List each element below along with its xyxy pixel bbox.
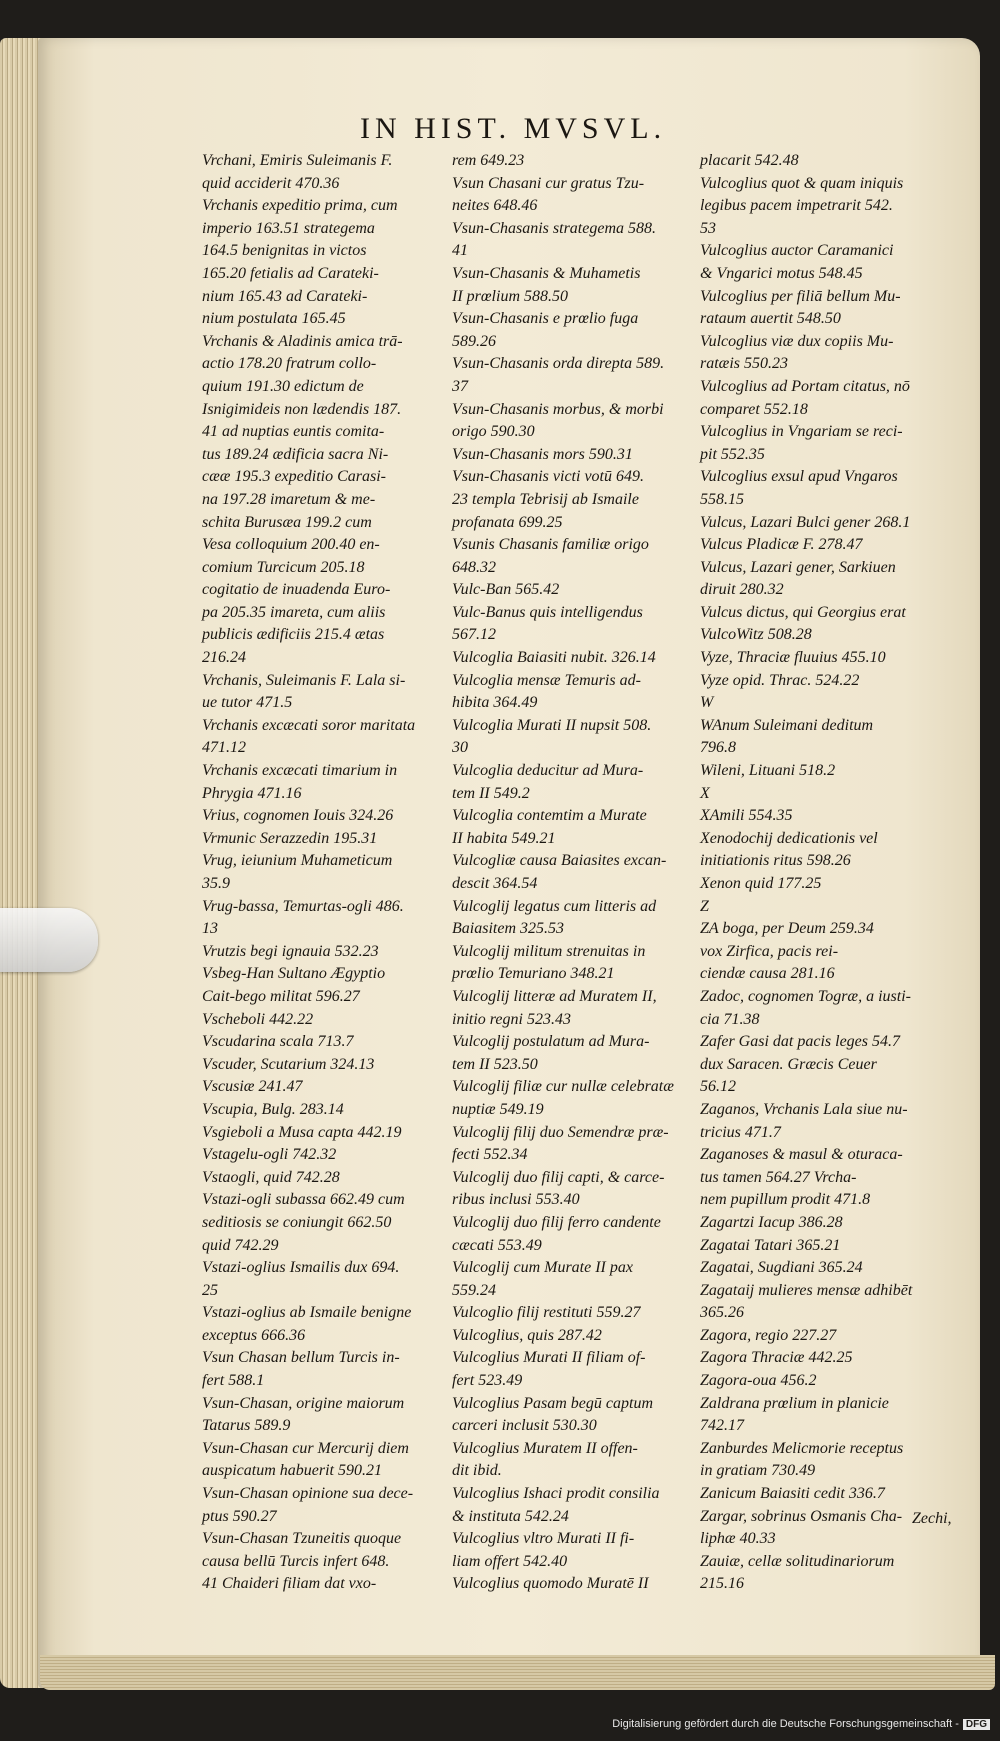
book-page-edge-bottom (40, 1655, 995, 1690)
index-entry-line: descit 364.54 (452, 875, 538, 892)
index-entry-line: Vulcoglius, quis 287.42 (452, 1326, 602, 1344)
index-entry-line: legibus pacem impetrarit 542. (700, 197, 893, 215)
index-entry-line: tus 189.24 ædificia sacra Ni- (202, 445, 389, 463)
index-entry-line: ratæis 550.23 (700, 355, 789, 373)
index-entry-line: Vrchanis expeditio prima, cum (202, 197, 398, 215)
index-entry-line: auspicatum habuerit 590.21 (202, 1462, 382, 1480)
index-entry-line: Baiasitem 325.53 (452, 920, 564, 938)
index-entry-line: Vulcoglia mensæ Temuris ad- (452, 671, 641, 689)
index-entry-line: 13 (202, 920, 218, 938)
index-entry-line: pa 205.35 imareta, cum aliis (202, 603, 386, 621)
index-entry-line: liam offert 542.40 (452, 1552, 568, 1570)
index-entry-line: 53 (700, 219, 716, 237)
index-entry-line: Vsun Chasani cur gratus Tzu- (452, 174, 645, 192)
index-entry-line: Vstagelu-ogli 742.32 (202, 1146, 337, 1164)
index-entry-line: Zaldrana prœlium in planicie (700, 1394, 889, 1412)
index-entry-line: Zagataij mulieres mensæ adhibēt (700, 1281, 913, 1299)
index-entry-line: Vrug-bassa, Temurtas-ogli 486. (202, 897, 404, 915)
index-entry-line: 215.16 (700, 1575, 744, 1593)
index-entry-line: Vrchani, Emiris Suleimanis F. (202, 152, 393, 169)
index-entry-line: Zaganoses & masul & oturaca- (700, 1146, 903, 1164)
index-entry-line: fert 523.49 (452, 1372, 523, 1390)
index-entry-line: Zaganos, Vrchanis Lala siue nu- (700, 1100, 908, 1118)
index-entry-line: carceri inclusit 530.30 (452, 1417, 597, 1435)
index-entry-line: Vrchanis excæcati soror maritata (202, 716, 416, 734)
index-entry-line: Vscuder, Scutarium 324.13 (202, 1055, 375, 1073)
index-entry-line: Vyze, Thraciæ fluuius 455.10 (700, 649, 886, 667)
index-entry-line: Zagatai, Sugdiani 365.24 (700, 1259, 863, 1277)
index-entry-line: Vrmunic Serazzedin 195.31 (202, 829, 378, 847)
index-entry-line: comparet 552.18 (700, 400, 808, 418)
index-entry-line: tem II 523.50 (452, 1055, 538, 1073)
index-entry-line: Vsun-Chasanis orda direpta 589. (452, 355, 665, 373)
index-entry-line: Vsun-Chasanis morbus, & morbi (452, 400, 664, 418)
index-entry-line: Vulcoglius exsul apud Vngaros (700, 468, 898, 486)
index-entry-line: prœlio Temuriano 348.21 (452, 965, 615, 983)
index-entry-line: Vstazi-oglius ab Ismaile benigne (202, 1304, 412, 1322)
index-entry-line: nium 165.43 ad Carateki- (202, 287, 368, 305)
index-entry-line: 796.8 (700, 739, 736, 757)
index-entry-line: Vrius, cognomen Iouis 324.26 (202, 807, 394, 825)
index-entry-line: Zanicum Baiasiti cedit 336.7 (700, 1485, 885, 1503)
index-entry-line: tricius 471.7 (700, 1123, 781, 1141)
index-entry-line: 41 (452, 242, 468, 260)
index-entry-line: Tatarus 589.9 (202, 1417, 291, 1435)
index-entry-line: Vulcoglij postulatum ad Mura- (452, 1033, 650, 1051)
index-entry-line: 35.9 (202, 875, 230, 892)
index-entry-line: neites 648.46 (452, 197, 538, 215)
index-entry-line: VulcoWitz 508.28 (700, 626, 812, 644)
index-entry-line: Zafer Gasi dat pacis leges 54.7 (700, 1033, 900, 1051)
index-entry-line: cæcati 553.49 (452, 1236, 542, 1254)
index-entry-line: 742.17 (700, 1417, 744, 1435)
index-entry-line: fert 588.1 (202, 1372, 265, 1390)
index-entry-line: 164.5 benignitas in victos (202, 242, 367, 260)
index-entry-line: 471.12 (202, 739, 246, 757)
index-entry-line: Vsun-Chasanis & Muhametis (452, 264, 641, 282)
index-entry-line: Vulcoglius ad Portam citatus, nō (700, 377, 910, 395)
credit-text: Digitalisierung gefördert durch die Deutsche Forschungsgemeinschaft - (612, 1718, 959, 1730)
index-entry-line: Vrchanis excæcati timarium in (202, 762, 398, 780)
page-marker-strip (0, 908, 98, 972)
index-entry-line: exceptus 666.36 (202, 1326, 306, 1344)
index-entry-line: initiationis ritus 598.26 (700, 852, 851, 870)
index-entry-line: 216.24 (202, 649, 246, 667)
index-entry-line: Vrchanis & Aladinis amica trā- (202, 332, 403, 350)
index-entry-line: schita Burusæa 199.2 cum (202, 513, 372, 531)
index-entry-line: Vstazi-ogli subassa 662.49 cum (202, 1191, 405, 1209)
index-entry-line: Vulcus, Lazari Bulci gener 268.1 (700, 513, 911, 531)
index-column-3 (700, 150, 942, 1596)
index-entry-line: Isnigimideis non lædendis 187. (202, 400, 402, 418)
index-entry-line: Vulcoglio filij restituti 559.27 (452, 1304, 641, 1322)
index-entry-line: Vulcus Pladicæ F. 278.47 (700, 536, 863, 554)
index-entry-line: liphæ 40.33 (700, 1530, 776, 1548)
index-entry-line: Z (700, 897, 709, 915)
index-entry-line: Vulcoglia Murati II nupsit 508. (452, 716, 652, 734)
index-entry-line: Vulcoglius auctor Caramanici (700, 242, 894, 260)
index-entry-line: pit 552.35 (700, 445, 765, 463)
index-entry-line: publicis ædificiis 215.4 ætas (202, 626, 385, 644)
index-entry-line: Vulcoglij filij duo Semendræ præ- (452, 1123, 669, 1141)
index-entry-line: Xenon quid 177.25 (700, 875, 822, 892)
index-entry-line: Vulcoglius Muratem II offen- (452, 1439, 638, 1457)
index-entry-line: II habita 549.21 (452, 829, 556, 847)
index-entry-line: Vulcoglij litteræ ad Muratem II, (452, 987, 657, 1005)
index-entry-line: Vstaogli, quid 742.28 (202, 1168, 340, 1186)
index-entry-line: Vulcoglij duo filij ferro candente (452, 1213, 661, 1231)
index-entry-line: origo 590.30 (452, 423, 535, 441)
index-entry-line: hibita 364.49 (452, 694, 538, 712)
index-entry-line: Zagora, regio 227.27 (700, 1326, 837, 1344)
index-entry-line: II prœlium 588.50 (452, 287, 568, 305)
index-entry-line: & Vngarici motus 548.45 (700, 264, 863, 282)
index-entry-line: Vscupia, Bulg. 283.14 (202, 1100, 344, 1118)
index-entry-line: Vulcoglij legatus cum litteris ad (452, 897, 657, 915)
index-entry-line: Vulcoglij cum Murate II pax (452, 1259, 633, 1277)
index-entry-line: Vulcoglia deducitur ad Mura- (452, 762, 644, 780)
index-entry-line: Vulcoglius quot & quam iniquis (700, 174, 904, 192)
index-entry-line: dux Saracen. Græcis Ceuer (700, 1055, 877, 1073)
index-entry-line: causa bellū Turcis infert 648. (202, 1552, 390, 1570)
index-entry-line: Zauiæ, cellæ solitudinariorum (700, 1552, 895, 1570)
index-entry-line: imperio 163.51 strategema (202, 219, 375, 237)
index-entry-line: initio regni 523.43 (452, 1010, 571, 1028)
index-entry-line: fecti 552.34 (452, 1146, 528, 1164)
index-entry-line: nuptiæ 549.19 (452, 1100, 544, 1118)
index-entry-line: & instituta 542.24 (452, 1507, 569, 1525)
index-entry-line: Vsun Chasan bellum Turcis in- (202, 1349, 400, 1367)
index-entry-line: Vulcoglius quomodo Muratē II (452, 1575, 649, 1593)
index-entry-line: Vrutzis begi ignauia 532.23 (202, 942, 379, 960)
index-entry-line: Vsunis Chasanis familiæ origo (452, 536, 649, 554)
index-entry-line: Wileni, Lituani 518.2 (700, 762, 836, 780)
index-entry-line: Vyze opid. Thrac. 524.22 (700, 671, 860, 689)
index-entry-line: cææ 195.3 expeditio Carasi- (202, 468, 386, 486)
index-entry-line: Vsun-Chasanis mors 590.31 (452, 445, 633, 463)
catchword: Zechi, (912, 1510, 952, 1527)
index-entry-line: Vulcoglij duo filij capti, & carce- (452, 1168, 665, 1186)
index-entry-line: Vulc-Ban 565.42 (452, 581, 560, 599)
index-entry-line: Vstazi-oglius Ismailis dux 694. (202, 1259, 400, 1277)
index-entry-line: XAmili 554.35 (700, 807, 793, 825)
index-entry-line: Vulcoglij filiæ cur nullæ celebratæ (452, 1078, 674, 1096)
index-entry-line: na 197.28 imaretum & me- (202, 490, 376, 508)
index-entry-line: ue tutor 471.5 (202, 694, 293, 712)
index-entry-line: nem pupillum prodit 471.8 (700, 1191, 871, 1209)
running-header: IN HIST. MVSVL. (360, 112, 667, 145)
index-entry-line: Vulcoglia contemtim a Murate (452, 807, 647, 825)
index-entry-line: comium Turcicum 205.18 (202, 558, 365, 576)
index-entry-line: Vulcogliæ causa Baiasites excan- (452, 852, 667, 870)
index-entry-line: ciendæ causa 281.16 (700, 965, 835, 983)
index-entry-line: Vulcoglius vltro Murati II fi- (452, 1530, 635, 1548)
index-entry-line: Zagora-oua 456.2 (700, 1372, 817, 1390)
index-entry-line: profanata 699.25 (452, 513, 563, 531)
index-entry-line: Vsgieboli a Musa capta 442.19 (202, 1123, 402, 1141)
index-entry-line: Phrygia 471.16 (202, 784, 302, 802)
index-entry-line: Vulcoglius Pasam begū captum (452, 1394, 654, 1412)
index-entry-line: Vsun-Chasan, origine maiorum (202, 1394, 405, 1412)
index-entry-line: Vulcoglius in Vngariam se reci- (700, 423, 903, 441)
index-entry-line: WAnum Suleimani deditum (700, 716, 874, 734)
index-entry-line: 648.32 (452, 558, 496, 576)
index-entry-line: X (700, 784, 710, 802)
index-entry-line: Vulc-Banus quis intelligendus (452, 603, 643, 621)
index-column-1 (202, 150, 440, 1596)
index-entry-line: cogitatio de inuadenda Euro- (202, 581, 391, 599)
index-entry-line: in gratiam 730.49 (700, 1462, 816, 1480)
index-entry-line: tem II 549.2 (452, 784, 530, 802)
index-entry-line: ribus inclusi 553.40 (452, 1191, 580, 1209)
index-entry-line: 37 (452, 377, 468, 395)
index-entry-line: Zargar, sobrinus Osmanis Cha- (700, 1507, 903, 1525)
index-entry-line: Vulcoglius viæ dux copiis Mu- (700, 332, 894, 350)
index-entry-line: 23 templa Tebrisij ab Ismaile (452, 490, 639, 508)
index-entry-line: nium postulata 165.45 (202, 310, 346, 328)
index-entry-line: Vulcoglij militum strenuitas in (452, 942, 646, 960)
index-entry-line: Vulcus dictus, qui Georgius erat (700, 603, 906, 621)
digitization-credit (612, 1718, 990, 1730)
dfg-logo: DFG (963, 1719, 990, 1730)
index-entry-line: 567.12 (452, 626, 496, 644)
index-entry-line: Vsun-Chasanis victi votū 649. (452, 468, 644, 486)
index-entry-line: 165.20 fetialis ad Carateki- (202, 264, 379, 282)
index-entry-line: Vulcoglius Ishaci prodit consilia (452, 1485, 660, 1503)
index-entry-line: Zagatai Tatari 365.21 (700, 1236, 841, 1254)
index-entry-line: Xenodochij dedicationis vel (700, 829, 878, 847)
index-entry-line: ZA boga, per Deum 259.34 (700, 920, 874, 938)
index-entry-line: Vsbeg-Han Sultano Ægyptio (202, 965, 386, 983)
index-entry-line: Vsun-Chasan cur Mercurij diem (202, 1439, 409, 1457)
index-entry-line: Vsun-Chasanis e prœlio fuga (452, 310, 639, 328)
index-entry-line: quid 742.29 (202, 1236, 279, 1254)
index-entry-line: cia 71.38 (700, 1010, 760, 1028)
index-entry-line: actio 178.20 fratrum collo- (202, 355, 377, 373)
index-entry-line: Vulcoglia Baiasiti nubit. 326.14 (452, 649, 656, 667)
index-entry-line: Vscheboli 442.22 (202, 1010, 314, 1028)
index-entry-line: Vulcoglius per filiā bellum Mu- (700, 287, 901, 305)
index-entry-line: rataum auertit 548.50 (700, 310, 841, 328)
index-entry-line: Zagora Thraciæ 442.25 (700, 1349, 853, 1367)
index-entry-line: quid acciderit 470.36 (202, 174, 340, 192)
index-entry-line: Vulcoglius Murati II filiam of- (452, 1349, 646, 1367)
index-entry-line: Zagartzi Iacup 386.28 (700, 1213, 843, 1231)
index-entry-line: Vesa colloquium 200.40 en- (202, 536, 380, 554)
index-entry-line: Vsun-Chasan Tzuneitis quoque (202, 1530, 402, 1548)
index-entry-line: Zanburdes Melicmorie receptus (700, 1439, 904, 1457)
index-entry-line: W (700, 694, 714, 712)
index-entry-line: Vscudarina scala 713.7 (202, 1033, 354, 1051)
index-entry-line: quium 191.30 edictum de (202, 377, 364, 395)
index-entry-line: vox Zirfica, pacis rei- (700, 942, 839, 960)
index-entry-line: Vscusiæ 241.47 (202, 1078, 303, 1096)
index-entry-line: Vrchanis, Suleimanis F. Lala si- (202, 671, 406, 689)
index-entry-line: 558.15 (700, 490, 744, 508)
index-entry-line: Vrug, ieiunium Muhameticum (202, 852, 393, 870)
index-entry-line: 25 (202, 1281, 218, 1299)
index-entry-line: 30 (452, 739, 468, 757)
index-entry-line: Vsun-Chasan opinione sua dece- (202, 1485, 414, 1503)
index-entry-line: Vulcus, Lazari gener, Sarkiuen (700, 558, 896, 576)
index-entry-line: Vsun-Chasanis strategema 588. (452, 219, 656, 237)
index-entry-line: Cait-bego militat 596.27 (202, 987, 360, 1005)
index-entry-line: rem 649.23 (452, 152, 525, 169)
index-column-2 (452, 150, 692, 1596)
index-entry-line: dit ibid. (452, 1462, 502, 1480)
index-entry-line: placarit 542.48 (700, 152, 799, 169)
index-entry-line: ptus 590.27 (202, 1507, 277, 1525)
index-entry-line: 559.24 (452, 1281, 496, 1299)
index-entry-line: 41 ad nuptias euntis comita- (202, 423, 385, 441)
index-entry-line: 56.12 (700, 1078, 736, 1096)
index-entry-line: 589.26 (452, 332, 496, 350)
index-entry-line: seditiosis se coniungit 662.50 (202, 1213, 392, 1231)
index-entry-line: Zadoc, cognomen Togræ, a iusti- (700, 987, 911, 1005)
index-entry-line: diruit 280.32 (700, 581, 784, 599)
index-entry-line: 41 Chaideri filiam dat vxo- (202, 1575, 377, 1593)
index-entry-line: tus tamen 564.27 Vrcha- (700, 1168, 857, 1186)
index-entry-line: 365.26 (700, 1304, 744, 1322)
